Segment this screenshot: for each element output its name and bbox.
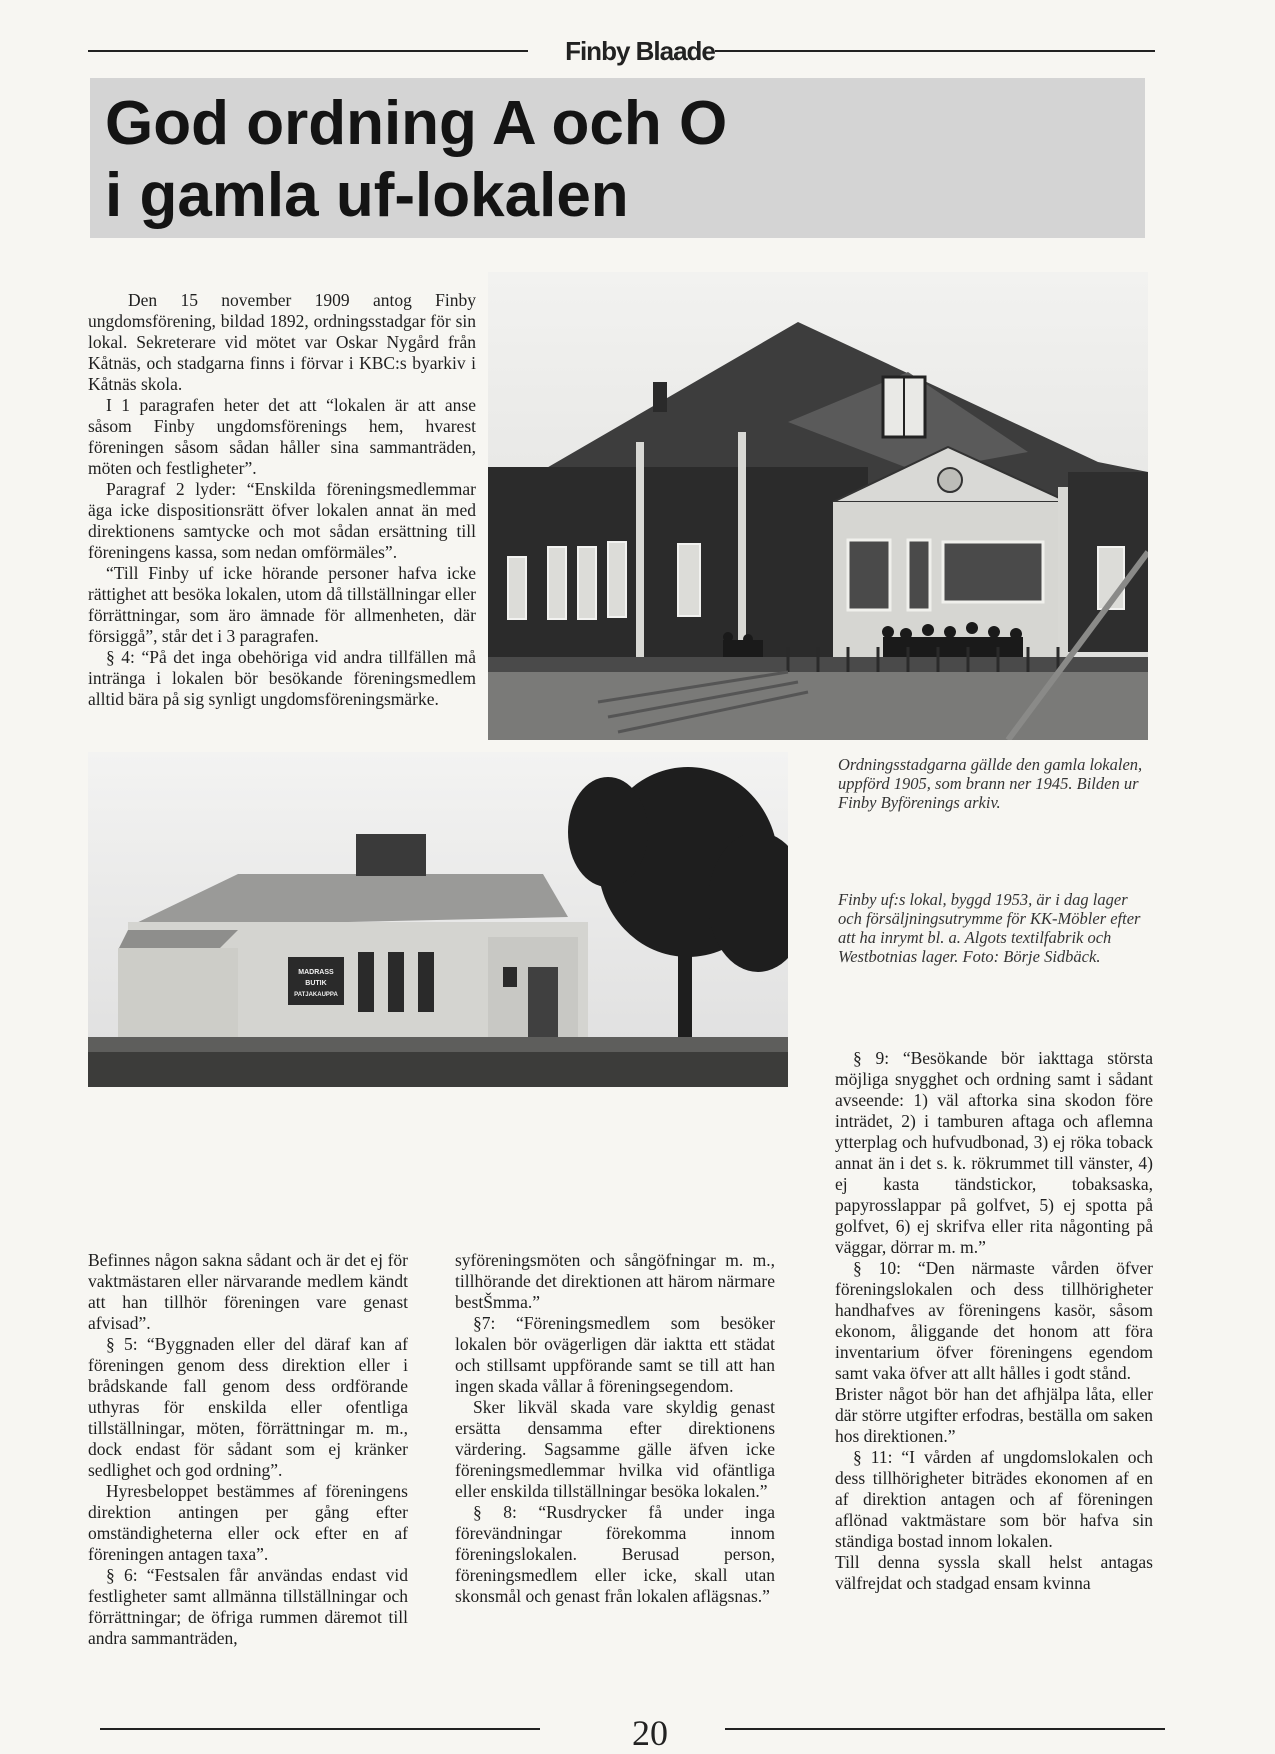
paragraph: § 6: “Festsalen får användas endast vid festligheter samt allmänna tillställningar och förrättningar; de öfriga rummen däremot till andra sammanträden, bbox=[88, 1565, 408, 1648]
page-number: 20 bbox=[632, 1713, 668, 1753]
old-hall-photo bbox=[488, 272, 1148, 740]
paragraph: I 1 paragrafen heter det att “lokalen är att anse såsom Finby ungdomsförenings hem, hvarest föreningen såsom sådan håller sina sammanträden, möten och festligheter”. bbox=[88, 395, 476, 478]
paragraph: Den 15 november 1909 antog Finby ungdomsförening, bildad 1892, ordningsstadgar för sin lokal. Sekreterare vid mötet var Oskar Nygård från Kåtnäs, och stadgarna finns i förvar i KBC:s byarkiv i Kåtnäs skola. bbox=[88, 290, 476, 394]
new-hall-sign-text: MADRASS bbox=[298, 969, 334, 976]
title-line-1: God ordning A och O bbox=[105, 89, 728, 158]
header-rule-left bbox=[88, 50, 528, 52]
footer-rule-right bbox=[725, 1728, 1165, 1730]
paragraph: Brister något bör han det afhjälpa låta, eller där större utgifter erfodras, beställa om saken hos direktionen.” bbox=[835, 1384, 1153, 1446]
paragraph: § 8: “Rusdrycker få under inga förevändningar förekomma innom föreningslokalen. Berusad person, föreningsmedlem eller icke, skall utan skonsmål och genast från lokalen aflägsnas.” bbox=[455, 1502, 775, 1606]
paragraph: § 9: “Besökande bör iakttaga största möjliga snygghet och ordning samt i sådant avseende: 1) väl aftorka sina skodon före inträdet, 2) i tamburen aftaga och aflemna ytterplag och hufvudbonad, 3) ej röka toback annat än i det s. k. rökrummet till vänster, 4) ej kasta tändstickor, tobaksaska, papyrosslappar på golfvet, 5) ej spotta på golfvet, 6) ej skrifva eller rita någonting på väggar, dörrar m. m.” bbox=[835, 1048, 1153, 1257]
svg-text:BUTIK: BUTIK bbox=[305, 980, 327, 987]
new-hall-illustration bbox=[88, 752, 788, 1087]
text-column-bottom-left bbox=[88, 1250, 408, 1649]
caption-new-hall: Finby uf:s lokal, byggd 1953, är i dag lager och försäljningsutrymme för KK-Möbler efter att ha inrymt bl. a. Algots textilfabrik och Westbotnias lager. Foto: Börje Sidbäck. bbox=[838, 890, 1141, 966]
article-title bbox=[105, 88, 1105, 232]
footer-rule-left bbox=[100, 1728, 540, 1730]
paragraph: Hyresbeloppet bestämmes af föreningens direktion antingen per gång efter omständigheterna eller ock efter en af föreningen antagen taxa”. bbox=[88, 1481, 408, 1564]
paragraph: § 5: “Byggnaden eller del däraf kan af föreningen genom dess direktion eller i brådskande fall genom dess ordförande uthyras för enskilda eller ofentliga tillställningar, möten, förrättningar m. m., dock endast för sådant som ej kränker sedlighet och god ordning”. bbox=[88, 1334, 408, 1480]
paragraph: § 10: “Den närmaste vården öfver föreningslokalen och dess tillhörigheter handhafves av föreningens kasör, såsom ekonom, åliggande det honom att föra inventarium öfver föreningens egendom samt vaka öfver att allt hålles i godt stånd. bbox=[835, 1258, 1153, 1383]
old-hall-illustration bbox=[488, 272, 1148, 740]
title-line-2: i gamla uf-lokalen bbox=[105, 161, 629, 230]
paragraph: §7: “Föreningsmedlem som besöker lokalen bör ovägerligen där iaktta ett städat och stillsamt uppförande samt se till att han ingen skada vållar å föreningsegendom. bbox=[455, 1313, 775, 1396]
paragraph: Sker likväl skada vare skyldig genast ersätta densamma efter direktionens värdering. Sagsamme gälle äfven icke föreningsmedlemmar hvilka vid ofäntliga eller enskilda tillställningar besöka lokalen.” bbox=[455, 1397, 775, 1501]
header-rule-right bbox=[715, 50, 1155, 52]
paragraph: syföreningsmöten och sångöfningar m. m., tillhörande det direktionen att härom närmare bestŠmma.” bbox=[455, 1250, 775, 1312]
paragraph: “Till Finby uf icke hörande personer hafva icke rättighet att besöka lokalen, utom då tillställningar eller förrättningar, som äro ämnade för allmenheten, där försiggå”, står det i 3 paragrafen. bbox=[88, 563, 476, 646]
new-hall-photo bbox=[88, 752, 788, 1087]
paragraph: Befinnes någon sakna sådant och är det ej för vaktmästaren eller närvarande medlem kändt att han tillhör föreningen vare genast afvisad”. bbox=[88, 1250, 408, 1333]
text-column-bottom-middle bbox=[455, 1250, 775, 1607]
caption-old-hall: Ordningsstadgarna gällde den gamla lokalen, uppförd 1905, som brann ner 1945. Bilden ur Finby Byförenings arkiv. bbox=[838, 755, 1143, 812]
paragraph: § 11: “I vården af ungdomslokalen och dess tillhörigheter biträdes ekonomen af en af direktion antagen och af föreningen aflönad vaktmästare som bör hafva sin ständiga bostad innom lokalen. bbox=[835, 1447, 1153, 1551]
paragraph: Till denna syssla skall helst antagas välfrejdat och stadgad ensam kvinna bbox=[835, 1552, 1153, 1593]
text-column-right bbox=[835, 1048, 1153, 1594]
svg-text:PATJAKAUPPA: PATJAKAUPPA bbox=[294, 992, 338, 998]
paragraph: § 4: “På det inga obehöriga vid andra tillfällen må inträngа i lokalen bör besökande föreningsmedlem alltid bära på sig synligt ungdomsföreningsmärke. bbox=[88, 647, 476, 709]
text-column-top-left bbox=[88, 290, 476, 710]
running-head: Finby Blaade bbox=[565, 36, 715, 66]
paragraph: Paragraf 2 lyder: “Enskilda föreningsmedlemmar äga icke dispositionsrätt öfver lokalen annat än med direktionens samtycke och mot sådan ersättning till föreningens kassa, som nedan omförmäles”. bbox=[88, 479, 476, 562]
